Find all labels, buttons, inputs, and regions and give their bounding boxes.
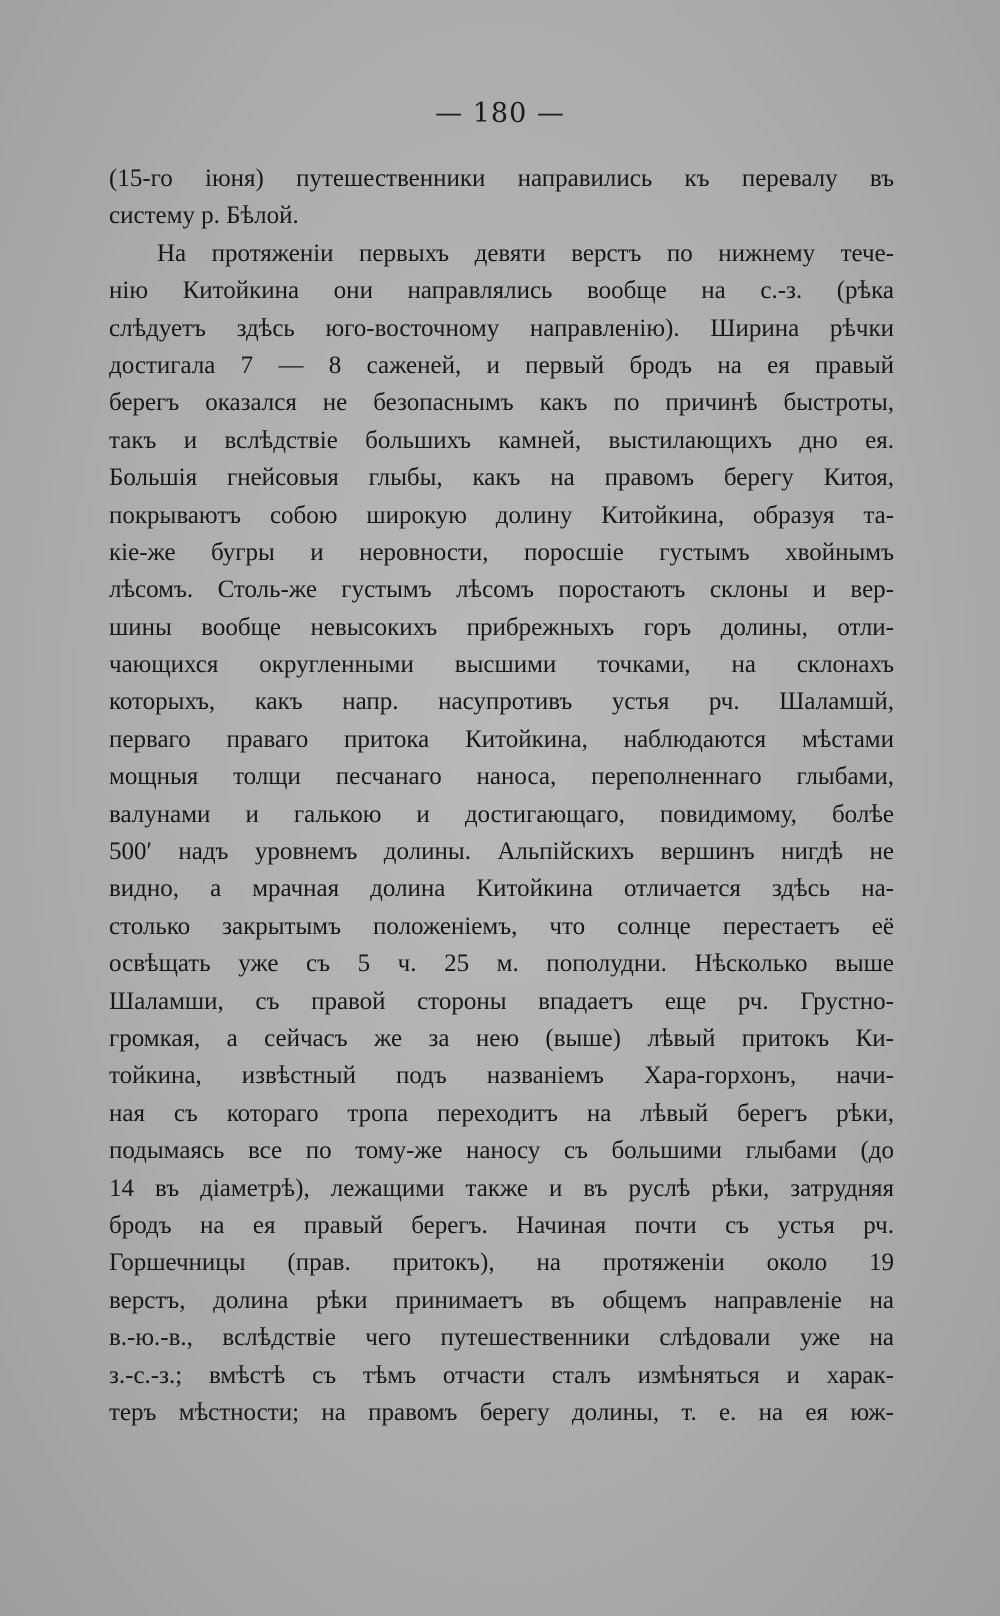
text-line: которыхъ, какъ напр. насупротивъ устья рч. Шаламшй, xyxy=(109,688,894,716)
text-line: шины вообще невысокихъ прибрежныхъ горъ долины, отли- xyxy=(109,613,894,641)
page-number: — 180 — xyxy=(435,98,565,129)
text-line: видно, а мрачная долина Китойкина отличается здѣсь на- xyxy=(109,875,894,903)
body-text xyxy=(109,160,894,1431)
text-line: верстъ, долина рѣки принимаетъ въ общемъ направленіе на xyxy=(109,1286,894,1314)
text-line: в.-ю.-в., вслѣдствіе чего путешественники слѣдовали уже на xyxy=(109,1324,894,1352)
text-line: (15-го іюня) путешественники направились къ перевалу въ xyxy=(109,165,894,192)
text-line: лѣсомъ. Столь-же густымъ лѣсомъ поростаютъ склоны и вер- xyxy=(109,576,894,604)
text-line: 500′ надъ уровнемъ долины. Альпійскихъ вершинъ нигдѣ не xyxy=(109,838,894,866)
text-line: Горшечницы (прав. притокъ), на протяженіи около 19 xyxy=(109,1249,894,1277)
text-line: На протяженіи первыхъ девяти верстъ по нижнему тече- xyxy=(157,239,894,267)
text-line: перваго праваго притока Китойкина, наблюдаются мѣстами xyxy=(109,725,894,753)
text-line: освѣщать уже съ 5 ч. 25 м. пополудни. Нѣсколько выше xyxy=(109,950,894,978)
text-line: кіе-же бугры и неровности, поросшіе густымъ хвойнымъ xyxy=(109,538,894,566)
text-line: систему р. Бѣлой. xyxy=(109,202,299,230)
text-line: Большія гнейсовыя глыбы, какъ на правомъ берегу Китоя, xyxy=(109,464,894,492)
text-line: мощныя толщи песчанаго наноса, переполненнаго глыбами, xyxy=(109,763,894,791)
text-line: покрываютъ собою широкую долину Китойкина, образуя та- xyxy=(109,501,894,529)
text-line: тойкина, извѣстный подъ названіемъ Хара-горхонъ, начи- xyxy=(109,1062,894,1090)
text-line: такъ и вслѣдствіе большихъ камней, выстилающихъ дно ея. xyxy=(109,426,894,454)
text-line: валунами и галькою и достигающаго, повидимому, болѣе xyxy=(109,800,894,828)
text-line: ная съ котораго тропа переходитъ на лѣвый берегъ рѣки, xyxy=(109,1099,894,1127)
text-line: слѣдуетъ здѣсь юго-восточному направленію). Ширина рѣчки xyxy=(109,314,894,342)
text-line: подымаясь все по тому-же наносу съ большими глыбами (до xyxy=(109,1137,894,1165)
text-line: з.-с.-з.; вмѣстѣ съ тѣмъ отчасти сталъ измѣняться и харак- xyxy=(109,1361,894,1389)
text-line: 14 въ діаметрѣ), лежащими также и въ руслѣ рѣки, затрудняя xyxy=(109,1174,894,1202)
text-line: громкая, а сейчасъ же за нею (выше) лѣвый притокъ Ки- xyxy=(109,1024,894,1052)
text-line: берегъ оказался не безопаснымъ какъ по причинѣ быстроты, xyxy=(109,389,894,417)
text-line: нію Китойкина они направлялись вообще на с.-з. (рѣка xyxy=(109,277,894,305)
text-line: теръ мѣстности; на правомъ берегу долины, т. е. на ея юж- xyxy=(109,1398,894,1426)
text-line: столько закрытымъ положеніемъ, что солнце перестаетъ её xyxy=(109,912,894,940)
text-line: достигала 7 — 8 саженей, и первый бродъ на ея правый xyxy=(109,351,894,379)
text-line: Шаламши, съ правой стороны впадаетъ еще рч. Грустно- xyxy=(109,987,894,1015)
text-line: чающихся округленными высшими точками, на склонахъ xyxy=(109,651,894,679)
text-line: бродъ на ея правый берегъ. Начиная почти съ устья рч. xyxy=(109,1211,894,1239)
